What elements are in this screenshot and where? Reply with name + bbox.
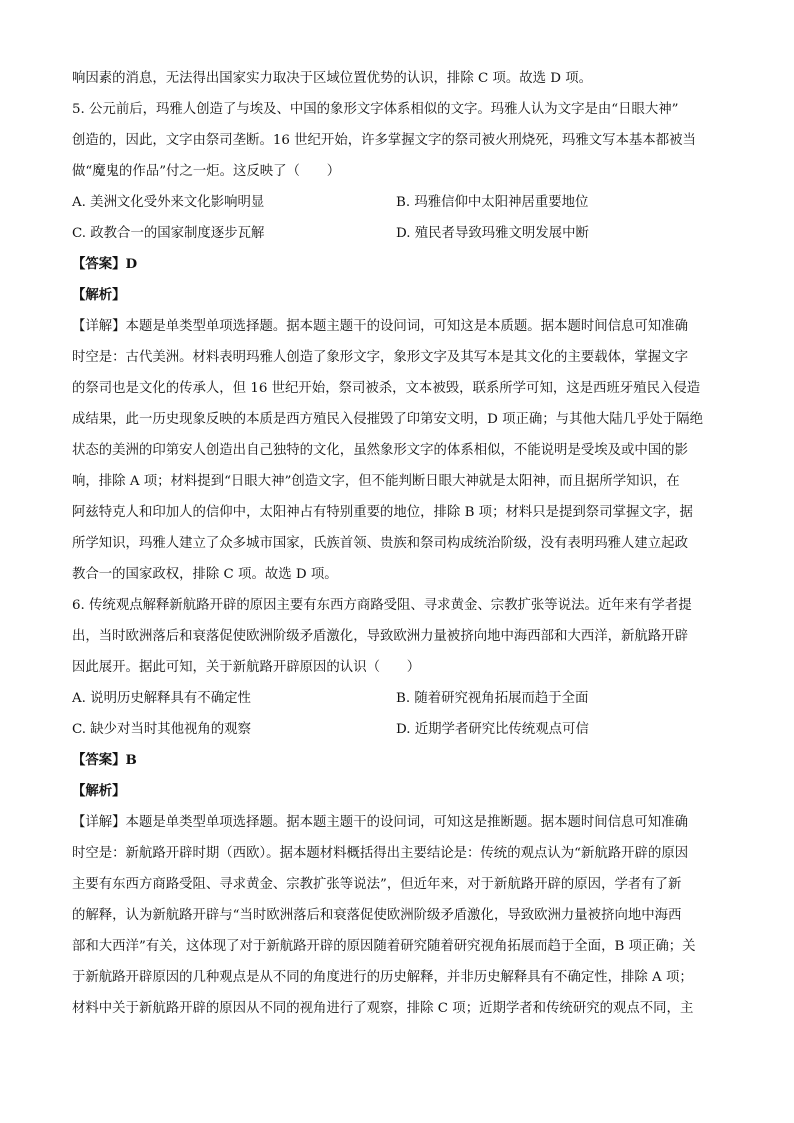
- question-5-explain-line: 【详解】本题是单类型单项选择题。据本题主题干的设问词，可知这是本质题。据本题时间信息可知准确: [72, 319, 688, 334]
- question-5-stem-line: 做“魔鬼的作品”付之一炬。这反映了（ ）: [72, 164, 341, 179]
- question-6-options-row-1: [72, 683, 722, 714]
- text-line: 响因素的消息，无法得出国家实力取决于区域位置优势的认识，排除 C 项。故选 D 项。: [72, 71, 593, 86]
- question-6-option-a: A. 说明历史解释具有不确定性: [72, 691, 251, 706]
- question-5-option-d: D. 殖民者导致玛雅文明发展中断: [396, 226, 589, 241]
- question-5-option-c: C. 政教合一的国家制度逐步瓦解: [72, 226, 265, 241]
- question-6-stem-line: 出，当时欧洲落后和衰落促使欧洲阶级矛盾激化，导致欧洲力量被挤向地中海西部和大西洋，新航路开辟: [72, 629, 688, 644]
- question-5-explain-line: 状态的美洲的印第安人创造出自己独特的文化，虽然象形文字的体系相似，不能说明是受埃及或中国的影: [72, 443, 688, 458]
- question-6-option-c: C. 缺少对当时其他视角的观察: [72, 722, 251, 737]
- question-5-options-row-2: [72, 218, 722, 249]
- question-6-stem-line: 6. 传统观点解释新航路开辟的原因主要有东西方商路受阻、寻求黄金、宗教扩张等说法。近年来有学者提: [72, 598, 692, 613]
- question-5-options-row-1: [72, 187, 722, 218]
- question-6-options-row-2: [72, 714, 722, 745]
- question-5-explain-line: 响，排除 A 项；材料提到“日眼大神”创造文字，但不能判断日眼大神就是太阳神，而且据所学知识，在: [72, 474, 680, 489]
- question-5-option-b: B. 玛雅信仰中太阳神居重要地位: [396, 195, 589, 210]
- question-6-option-d: D. 近期学者研究比传统观点可信: [396, 722, 589, 737]
- question-6-answer: 【答案】B: [72, 752, 137, 768]
- question-6-explain-line: 材料中关于新航路开辟的原因从不同的视角进行了观察，排除 C 项；近期学者和传统研究的观点不同，主: [72, 1001, 694, 1016]
- question-5-explain-line: 成结果，此一历史现象反映的本质是西方殖民入侵摧毁了印第安文明，D 项正确；与其他大陆几乎处于隔绝: [72, 412, 703, 427]
- question-6-stem-line: 因此展开。据此可知，关于新航路开辟原因的认识（ ）: [72, 660, 421, 675]
- question-6-explain-line: 时空是：新航路开辟时期（西欧）。据本题材料概括得出主要结论是：传统的观点认为“新航路开辟的原因: [72, 846, 689, 861]
- question-5-answer: 【答案】D: [72, 256, 138, 272]
- question-6-explain-line: 于新航路开辟原因的几种观点是从不同的角度进行的历史解释，并非历史解释具有不确定性，排除 A 项；: [72, 970, 693, 985]
- question-6-explain-line: 【详解】本题是单类型单项选择题。据本题主题干的设问词，可知这是推断题。据本题时间信息可知准确: [72, 815, 688, 830]
- question-5-explain-line: 时空是：古代美洲。材料表明玛雅人创造了象形文字，象形文字及其写本是其文化的主要载体，掌握文字: [72, 350, 688, 365]
- question-5-explain-line: 所学知识，玛雅人建立了众多城市国家，氏族首领、贵族和祭司构成统治阶级，没有表明玛雅人建立起政: [72, 536, 688, 551]
- question-5-explain-line: 阿兹特克人和印加人的信仰中，太阳神占有特别重要的地位，排除 B 项；材料只是提到祭司掌握文字，据: [72, 505, 693, 520]
- question-5-explain-line: 教合一的国家政权，排除 C 项。故选 D 项。: [72, 567, 338, 582]
- question-6-explain-line: 部和大西洋”有关，这体现了对于新航路开辟的原因随着研究随着研究视角拓展而趋于全面，B 项正确；关: [72, 939, 696, 954]
- question-5-option-a: A. 美洲文化受外来文化影响明显: [72, 195, 265, 210]
- question-6-analysis-label: 【解析】: [72, 783, 126, 799]
- question-5-stem-line: 5. 公元前后，玛雅人创造了与埃及、中国的象形文字体系相似的文字。玛雅人认为文字是由“日眼大神”: [72, 102, 679, 117]
- question-5-stem-line: 创造的，因此，文字由祭司垄断。16 世纪开始，许多掌握文字的祭司被火刑烧死，玛雅文写本基本都被当: [72, 133, 696, 148]
- question-5-explain-line: 的祭司也是文化的传承人，但 16 世纪开始，祭司被杀，文本被毁，联系所学可知，这是西班牙殖民入侵造: [72, 381, 701, 396]
- question-6-explain-line: 主要有东西方商路受阻、寻求黄金、宗教扩张等说法”，但近年来，对于新航路开辟的原因，学者有了新: [72, 877, 682, 892]
- question-6-option-b: B. 随着研究视角拓展而趋于全面: [396, 691, 589, 706]
- question-6-explain-line: 的解释，认为新航路开辟与“当时欧洲落后和衰落促使欧洲阶级矛盾激化，导致欧洲力量被挤向地中海西: [72, 908, 682, 923]
- question-5-analysis-label: 【解析】: [72, 287, 126, 303]
